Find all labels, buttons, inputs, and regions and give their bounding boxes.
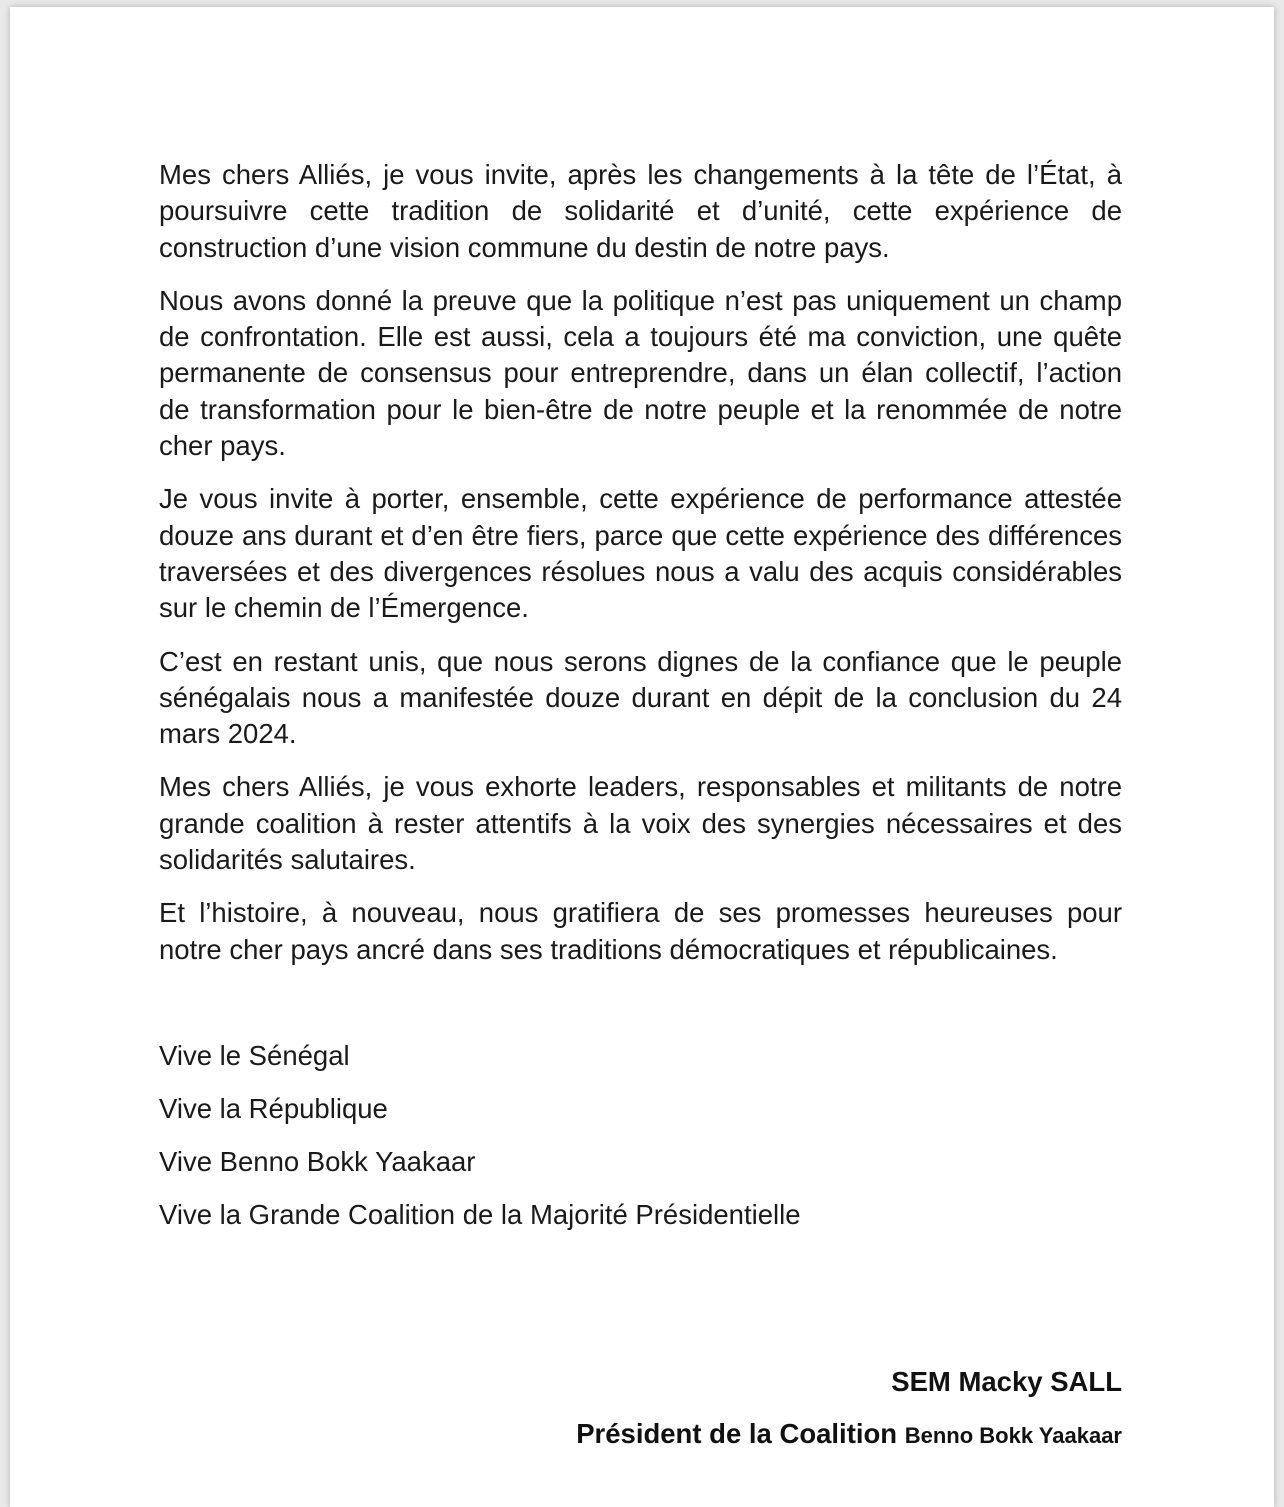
closing-line: Vive le Sénégal [159, 1040, 350, 1071]
paragraph-1: Mes chers Alliés, je vous invite, après les changements à la tête de l’État, à poursuivre cette tradition de solidarité et d’unité, cette expérience de construction d’une vision commune du destin de notre pays. [159, 159, 1122, 263]
coalition-name: Benno Bokk Yaakaar [904, 1423, 1122, 1448]
closing-line: Vive la Grande Coalition de la Majorité Présidentielle [159, 1199, 801, 1230]
paragraph-5: Mes chers Alliés, je vous exhorte leaders, responsables et militants de notre grande coalition à rester attentifs à la voix des synergies nécessaires et des solidarités salutaires. [159, 771, 1122, 876]
document-page [10, 7, 1274, 1507]
signature-block [576, 1364, 1122, 1454]
paragraph-6: Et l’histoire, à nouveau, nous gratifiera de ses promesses heureuses pour notre cher pays ancré dans ses traditions démocratiques et républicaines. [159, 897, 1122, 965]
closing-salutations [159, 1038, 801, 1250]
paragraph-3: Je vous invite à porter, ensemble, cette expérience de performance attestée douze ans durant et d’en être fiers, parce que cette expérience des différences traversées et des divergences résolues nous a valu des acquis considérables sur le chemin de l’Émergence. [159, 483, 1122, 624]
signatory-title-line [576, 1416, 1122, 1454]
signatory-title: Président de la Coalition [576, 1418, 898, 1449]
signatory-name: SEM Macky SALL [891, 1366, 1122, 1397]
paragraph-4: C’est en restant unis, que nous serons dignes de la confiance que le peuple sénégalais nous a manifestée douze durant en dépit de la conclusion du 24 mars 2024. [159, 645, 1122, 750]
letter-body [159, 157, 1122, 985]
closing-line: Vive la République [159, 1093, 388, 1124]
closing-line: Vive Benno Bokk Yaakaar [159, 1146, 476, 1177]
paragraph-2: Nous avons donné la preuve que la politique n’est pas uniquement un champ de confrontation. Elle est aussi, cela a toujours été ma conviction, une quête permanente de consensus pour entreprendre, dans un élan collectif, l’action de transformation pour le bien-être de notre peuple et la renommée de notre cher pays. [159, 284, 1122, 462]
